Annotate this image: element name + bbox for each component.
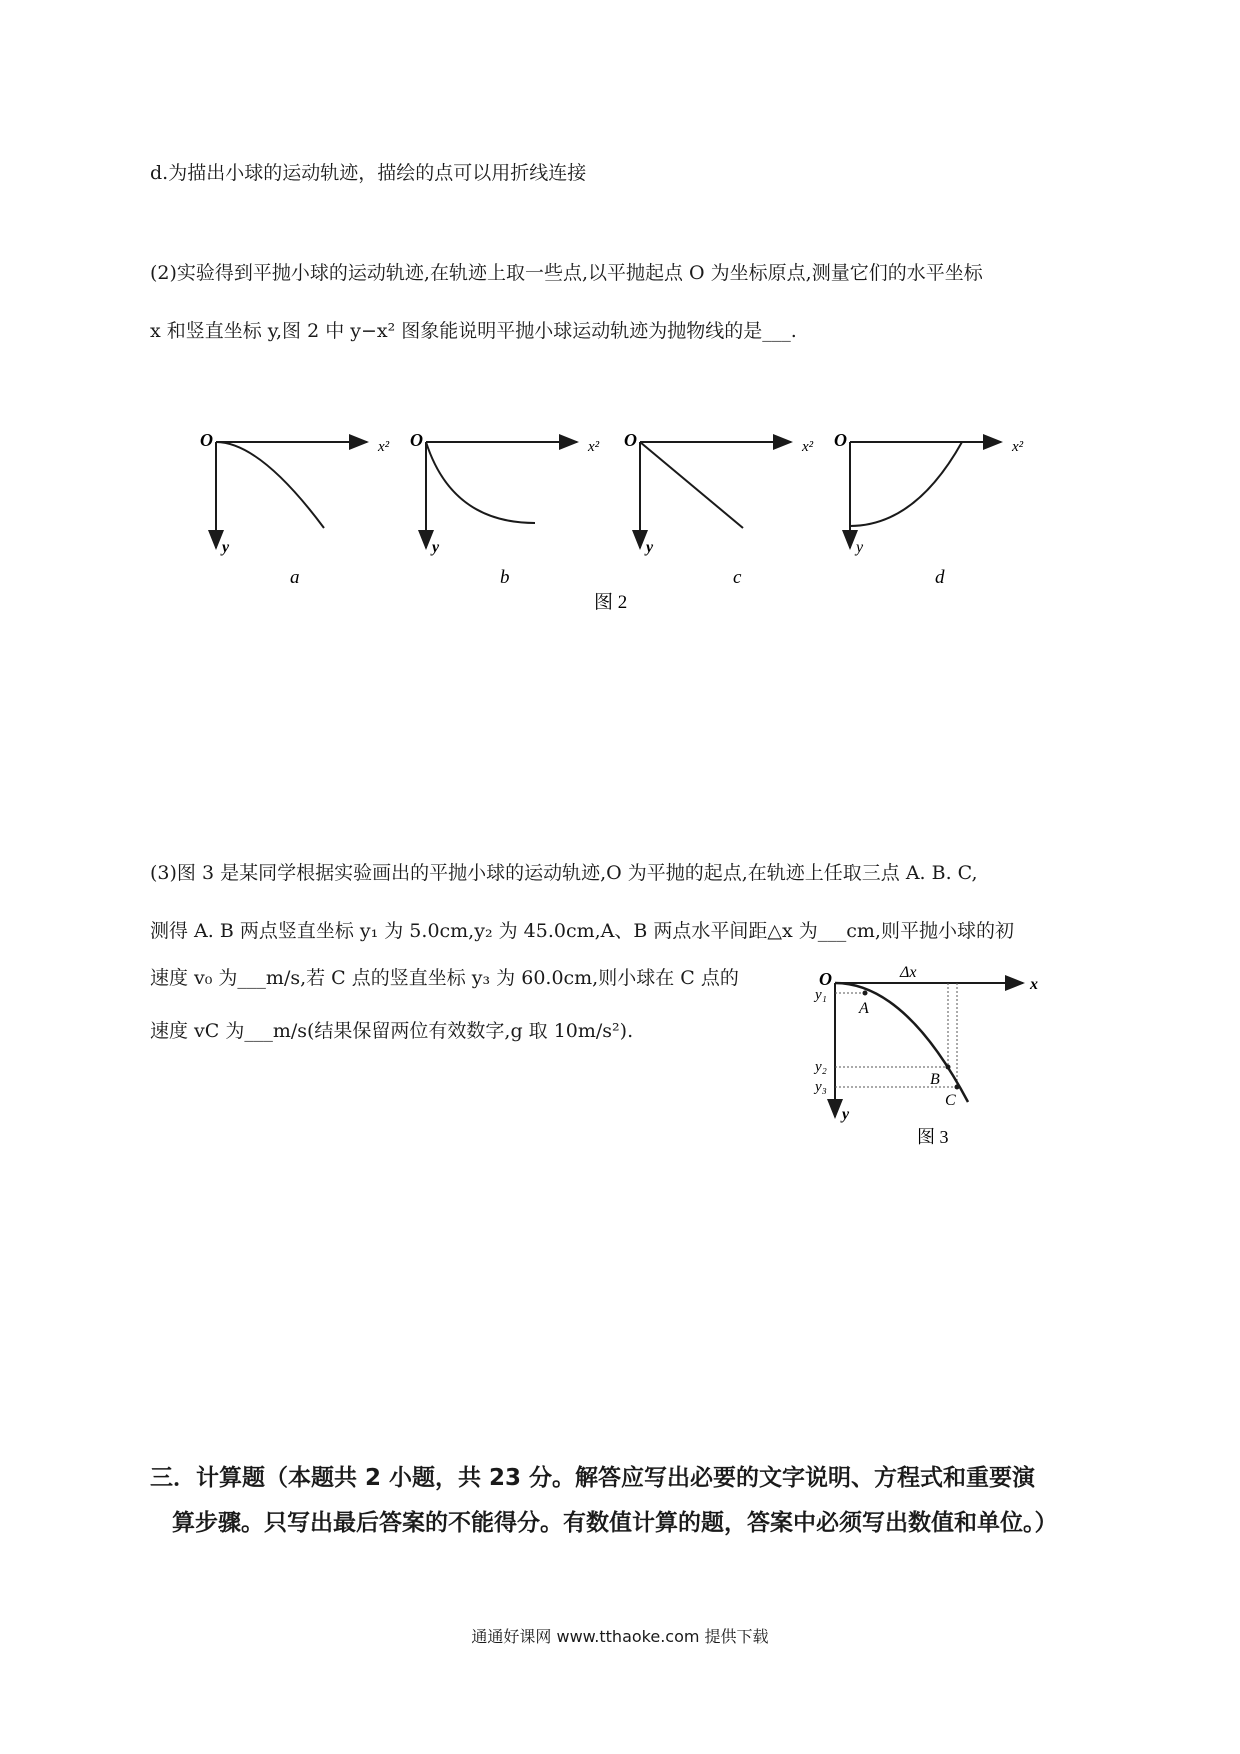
line-c — [640, 442, 743, 528]
y3-label: y₃ — [815, 1079, 827, 1095]
y1-label: y₁ — [815, 987, 827, 1003]
graph-panel-a — [200, 430, 390, 588]
curve-a — [216, 442, 324, 528]
y-axis-label: y — [222, 539, 230, 556]
x-axis-label: x² — [378, 439, 390, 455]
point-b-label: B — [930, 1071, 940, 1088]
origin-label: O — [410, 430, 423, 450]
panel-label: c — [733, 567, 742, 588]
x-axis-label: x² — [802, 439, 814, 455]
curve-b — [426, 442, 535, 523]
figure-3-trajectory — [795, 957, 1055, 1157]
y2-label: y₂ — [815, 1059, 827, 1075]
x-axis-label: x² — [588, 439, 600, 455]
point-a-marker — [863, 991, 868, 996]
figure-2-graphs — [190, 418, 1070, 618]
y-axis-label: y — [646, 539, 654, 556]
panel-label: d — [935, 567, 945, 588]
panel-label: b — [500, 567, 510, 588]
page-footer: 通通好课网 www.tthaoke.com 提供下载 — [471, 1627, 769, 1646]
section-3-heading-line-1: 三．计算题（本题共 2 小题，共 23 分。解答应写出必要的文字说明、方程式和重要演 — [150, 1465, 1036, 1491]
origin-label: O — [819, 969, 832, 989]
question-2-line-2: x 和竖直坐标 y,图 2 中 y−x² 图象能说明平抛小球运动轨迹为抛物线的是___. — [150, 320, 797, 342]
question-3-line-3: 速度 v₀ 为___m/s,若 C 点的竖直坐标 y₃ 为 60.0cm,则小球在 C 点的 — [150, 967, 739, 989]
question-3-line-1: (3)图 3 是某同学根据实验画出的平抛小球的运动轨迹,O 为平抛的起点,在轨迹上任取三点 A. B. C, — [150, 862, 978, 884]
point-a-label: A — [859, 1000, 869, 1017]
point-c-label: C — [945, 1092, 956, 1109]
question-3-line-2: 测得 A. B 两点竖直坐标 y₁ 为 5.0cm,y₂ 为 45.0cm,A、B 两点水平间距△x 为___cm,则平抛小球的初 — [150, 920, 1014, 942]
origin-label: O — [834, 430, 847, 450]
panel-label: a — [290, 567, 300, 588]
figure-3-caption: 图 3 — [917, 1127, 949, 1147]
y-axis-label: y — [842, 1106, 850, 1123]
graph-panel-b — [410, 430, 600, 588]
curve-d — [850, 442, 962, 526]
origin-label: O — [624, 430, 637, 450]
figure-2-caption: 图 2 — [594, 592, 628, 613]
y-axis-label: y — [432, 539, 440, 556]
point-c-marker — [955, 1085, 960, 1090]
x-axis-label: x² — [1012, 439, 1024, 455]
graph-panel-d — [834, 430, 1024, 588]
x-axis-label: x — [1030, 976, 1038, 993]
graph-panel-c — [624, 430, 814, 588]
origin-label: O — [200, 430, 213, 450]
y-axis-label: y — [856, 539, 864, 556]
option-d-text: d.为描出小球的运动轨迹，描绘的点可以用折线连接 — [150, 162, 587, 184]
delta-x-label: Δx — [900, 964, 917, 981]
question-3-line-4: 速度 vC 为___m/s(结果保留两位有效数字,g 取 10m/s²). — [150, 1020, 634, 1042]
section-3-heading-line-2: 算步骤。只写出最后答案的不能得分。有数值计算的题，答案中必须写出数值和单位。） — [172, 1510, 1058, 1536]
point-b-marker — [946, 1065, 951, 1070]
question-2-line-1: (2)实验得到平抛小球的运动轨迹,在轨迹上取一些点,以平抛起点 O 为坐标原点,测量它们的水平坐标 — [150, 262, 983, 284]
